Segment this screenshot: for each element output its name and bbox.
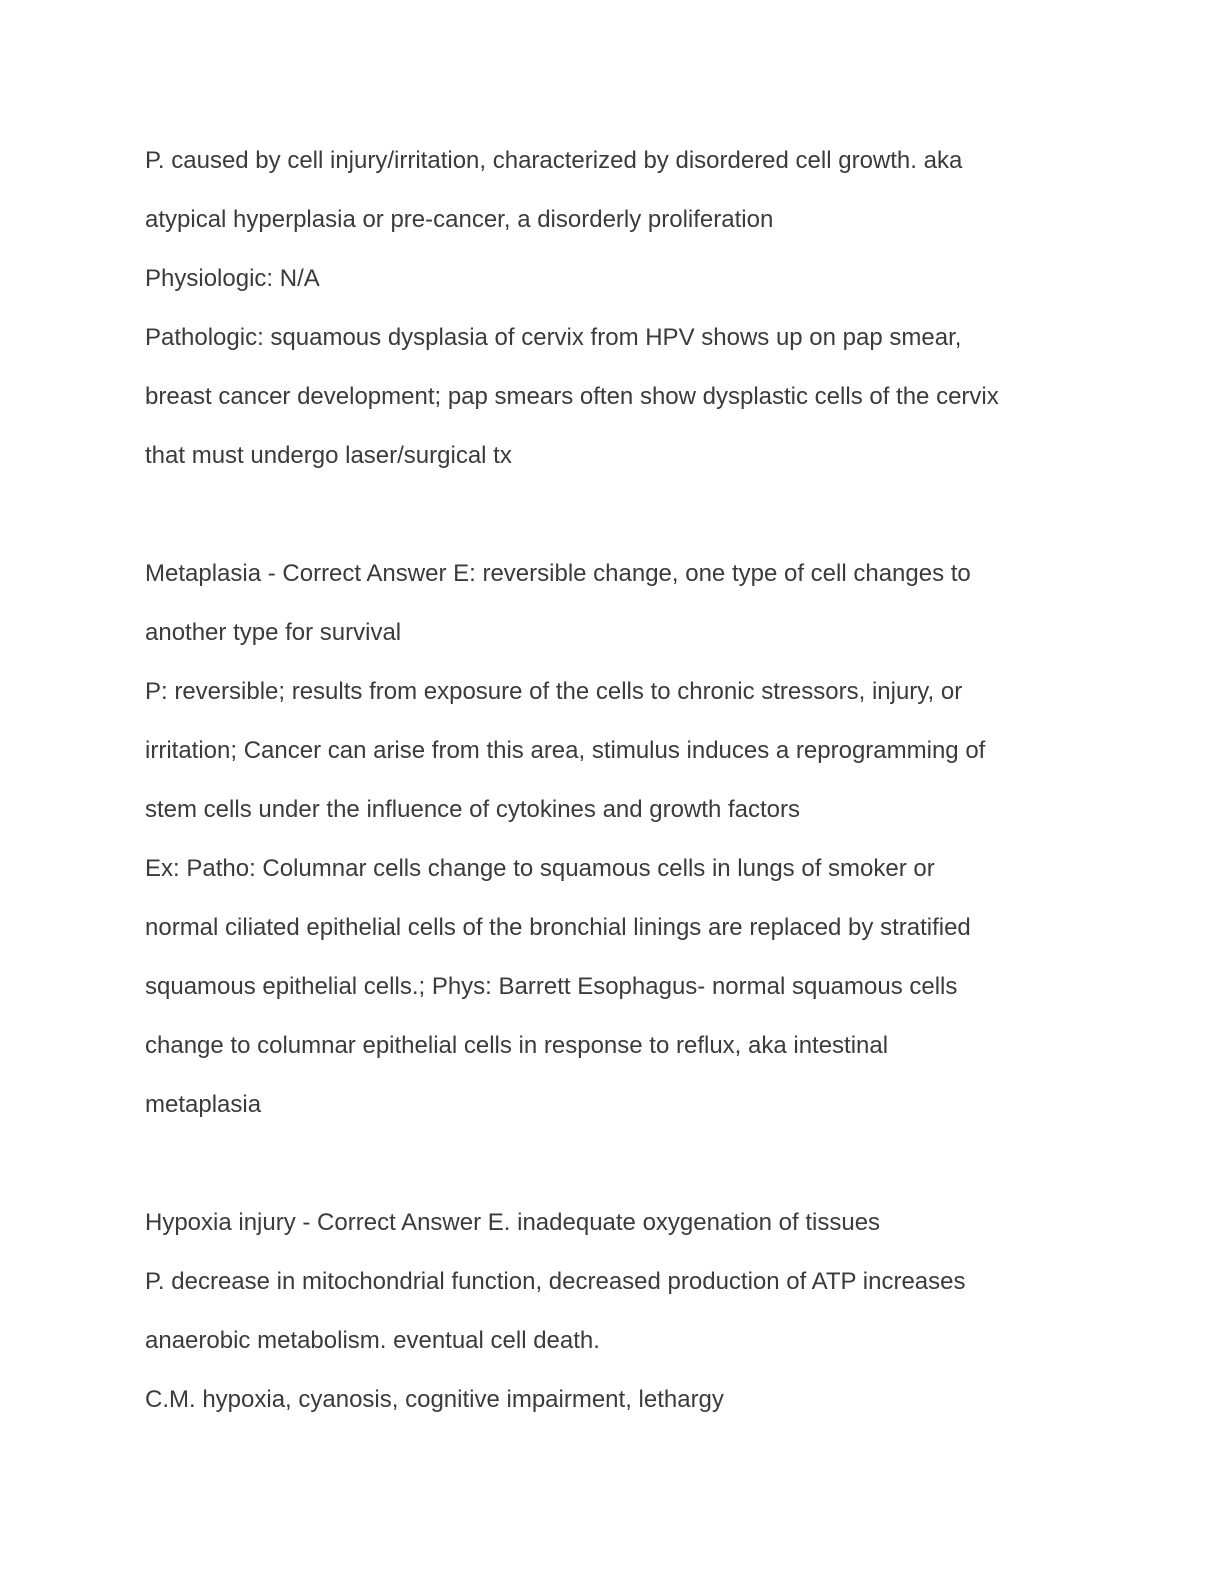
dysplasia-section	[145, 131, 1080, 485]
text-line: P. decrease in mitochondrial function, decreased production of ATP increases	[145, 1268, 966, 1295]
text-line: Pathologic: squamous dysplasia of cervix from HPV shows up on pap smear,	[145, 324, 962, 351]
text-line: Metaplasia - Correct Answer E: reversible change, one type of cell changes to	[145, 560, 971, 587]
text-line: squamous epithelial cells.; Phys: Barrett Esophagus- normal squamous cells	[145, 973, 958, 1000]
section-spacer	[145, 485, 1080, 544]
text-line: C.M. hypoxia, cyanosis, cognitive impairment, lethargy	[145, 1386, 724, 1413]
text-line: atypical hyperplasia or pre-cancer, a disorderly proliferation	[145, 206, 774, 233]
text-line: stem cells under the influence of cytokines and growth factors	[145, 796, 801, 823]
text-line: that must undergo laser/surgical tx	[145, 442, 512, 469]
text-line: breast cancer development; pap smears often show dysplastic cells of the cervix	[145, 383, 999, 410]
text-line: irritation; Cancer can arise from this area, stimulus induces a reprogramming of	[145, 737, 986, 764]
section-spacer	[145, 1134, 1080, 1193]
text-line: change to columnar epithelial cells in response to reflux, aka intestinal	[145, 1032, 889, 1059]
text-line: P: reversible; results from exposure of the cells to chronic stressors, injury, or	[145, 678, 963, 705]
text-line: Hypoxia injury - Correct Answer E. inadequate oxygenation of tissues	[145, 1209, 881, 1236]
text-line: metaplasia	[145, 1091, 262, 1118]
metaplasia-section	[145, 544, 1080, 1134]
text-line: Ex: Patho: Columnar cells change to squamous cells in lungs of smoker or	[145, 855, 935, 882]
text-line: P. caused by cell injury/irritation, characterized by disordered cell growth. aka	[145, 147, 963, 174]
text-line: another type for survival	[145, 619, 402, 646]
hypoxia-section	[145, 1193, 1080, 1429]
text-line: anaerobic metabolism. eventual cell death.	[145, 1327, 600, 1354]
document-body	[145, 131, 1080, 1429]
text-line: normal ciliated epithelial cells of the bronchial linings are replaced by stratified	[145, 914, 971, 941]
text-line: Physiologic: N/A	[145, 265, 320, 292]
